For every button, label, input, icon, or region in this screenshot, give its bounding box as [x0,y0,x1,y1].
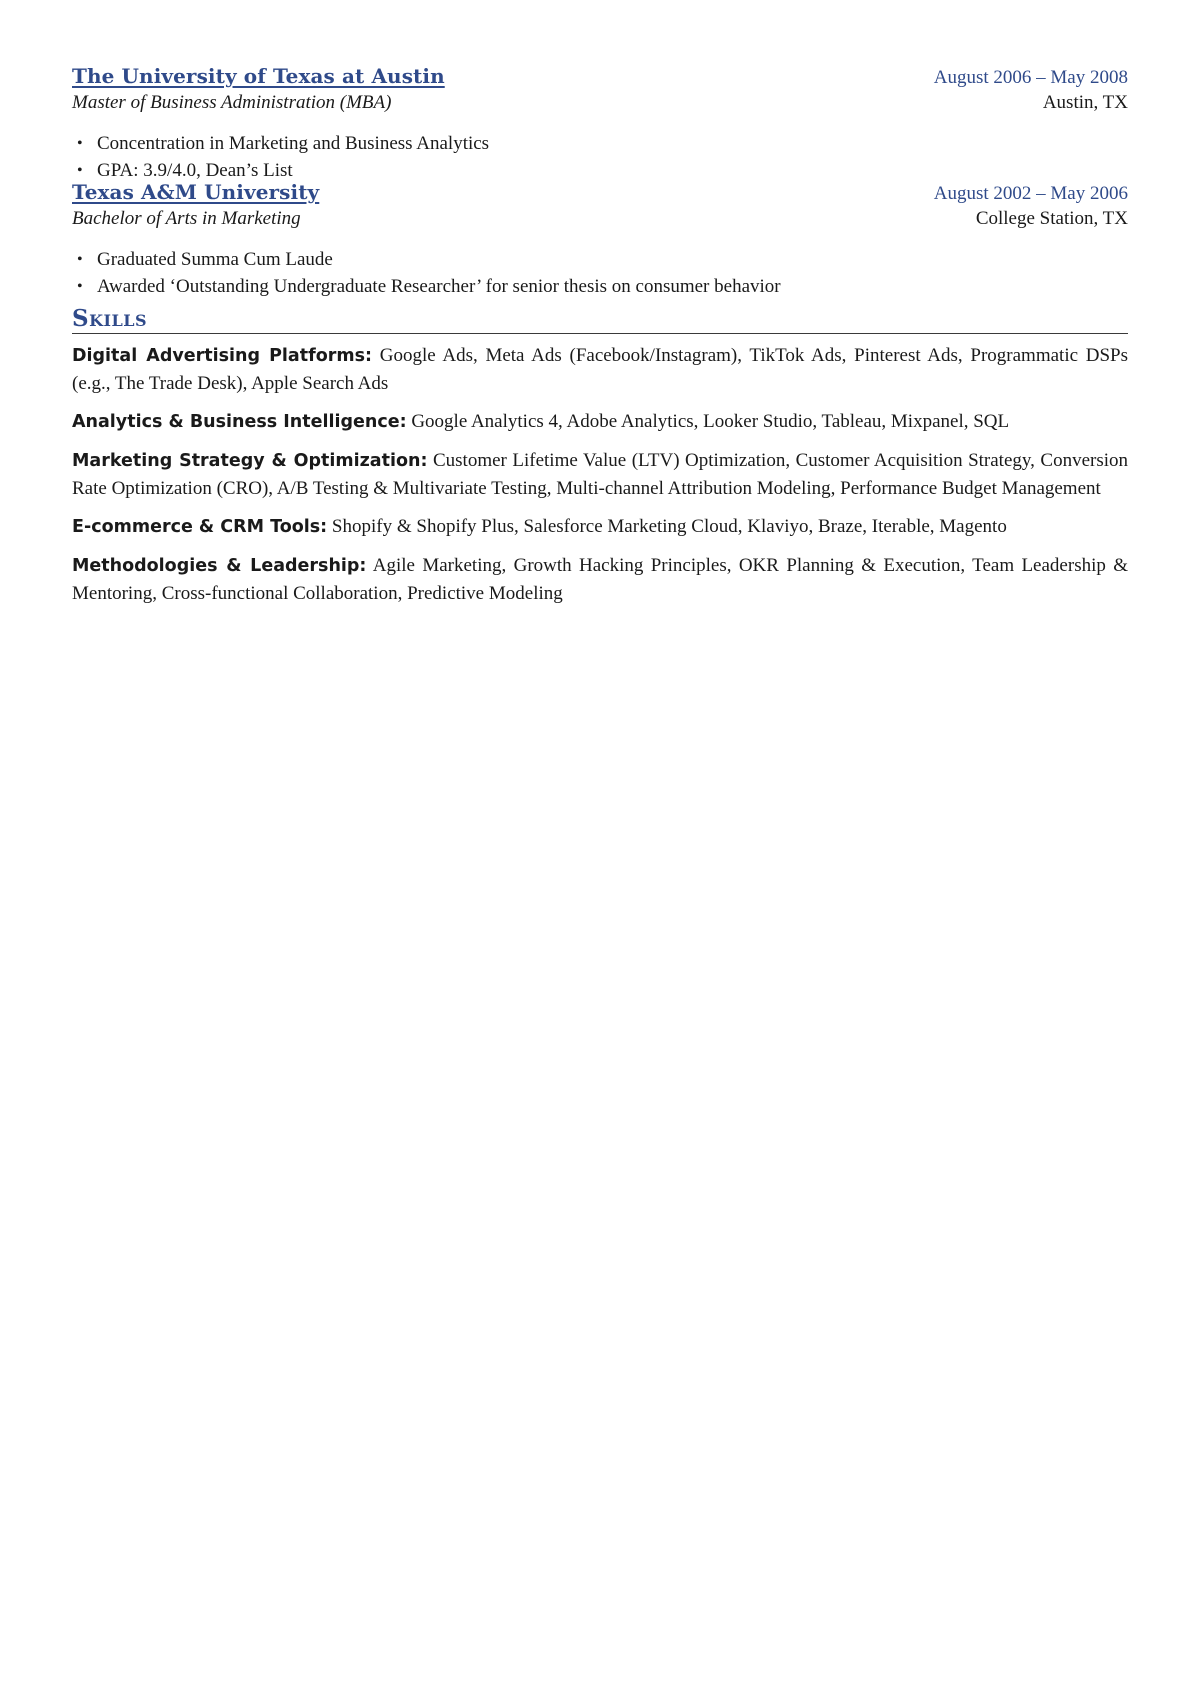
bullet-text: Graduated Summa Cum Laude [97,249,333,270]
education-bullets [72,130,1128,184]
bullet-text: Awarded ‘Outstanding Undergraduate Researcher’ for senior thesis on consumer behavior [97,276,781,297]
institution-link[interactable]: The University of Texas at Austin [72,64,445,88]
date-range: August 2002 – May 2006 [933,183,1128,204]
location: College Station, TX [975,208,1128,229]
education-entry-texas-am [72,180,1128,300]
skill-category-label: Methodologies & Leadership: [72,556,367,576]
bullet-text: Concentration in Marketing and Business Analytics [97,133,490,154]
skill-category [72,513,1128,541]
bullet-icon: • [77,251,83,268]
education-bullets [72,246,1128,300]
skill-category-text: Google Analytics 4, Adobe Analytics, Looker Studio, Tableau, Mixpanel, SQL [411,411,1010,432]
resume-page [72,64,1128,607]
bullet-icon: • [77,278,83,295]
bullet-icon: • [77,135,83,152]
skill-category [72,342,1128,397]
education-entry-subheader [72,92,1128,122]
education-entry-header [72,64,1128,92]
bullet-item [77,130,1128,157]
skill-category [72,552,1128,607]
skill-category-label: Digital Advertising Platforms: [72,346,373,366]
skill-category-text: Agile Marketing, Growth Hacking Principles, OKR Planning & Execution, Team Leadership & Mentoring, Cross-functional Collaboration, Predictive Modeling [72,555,1129,604]
skill-category-label: E-commerce & CRM Tools: [72,517,328,537]
degree: Master of Business Administration (MBA) [72,92,392,113]
location: Austin, TX [1042,92,1128,113]
bullet-item [77,273,1128,300]
skill-category-text: Customer Lifetime Value (LTV) Optimization, Customer Acquisition Strategy, Conversion Rate Optimization (CRO), A/B Testing & Multivariate Testing, Multi-channel Attribution Modeling, Performance Budget Management [72,450,1129,499]
skill-category-label: Analytics & Business Intelligence: [72,412,407,432]
education-entry-subheader [72,208,1128,238]
bullet-icon: • [77,162,83,179]
degree: Bachelor of Arts in Marketing [72,208,301,229]
institution-link[interactable]: Texas A&M University [72,180,320,204]
skill-category [72,408,1128,436]
education-entry-ut-austin [72,64,1128,184]
education-entry-header [72,180,1128,208]
bullet-text: GPA: 3.9/4.0, Dean’s List [97,160,293,181]
skill-category-label: Marketing Strategy & Optimization: [72,451,428,471]
skill-category-text: Shopify & Shopify Plus, Salesforce Marketing Cloud, Klaviyo, Braze, Iterable, Magento [331,516,1007,537]
skill-category-text: Google Ads, Meta Ads (Facebook/Instagram), TikTok Ads, Pinterest Ads, Programmatic DSPs (e.g., The Trade Desk), Apple Search Ads [72,345,1129,394]
date-range: August 2006 – May 2008 [933,67,1128,88]
bullet-item [77,246,1128,273]
skill-category [72,447,1128,502]
skills-section-heading: Skills [72,306,1128,334]
